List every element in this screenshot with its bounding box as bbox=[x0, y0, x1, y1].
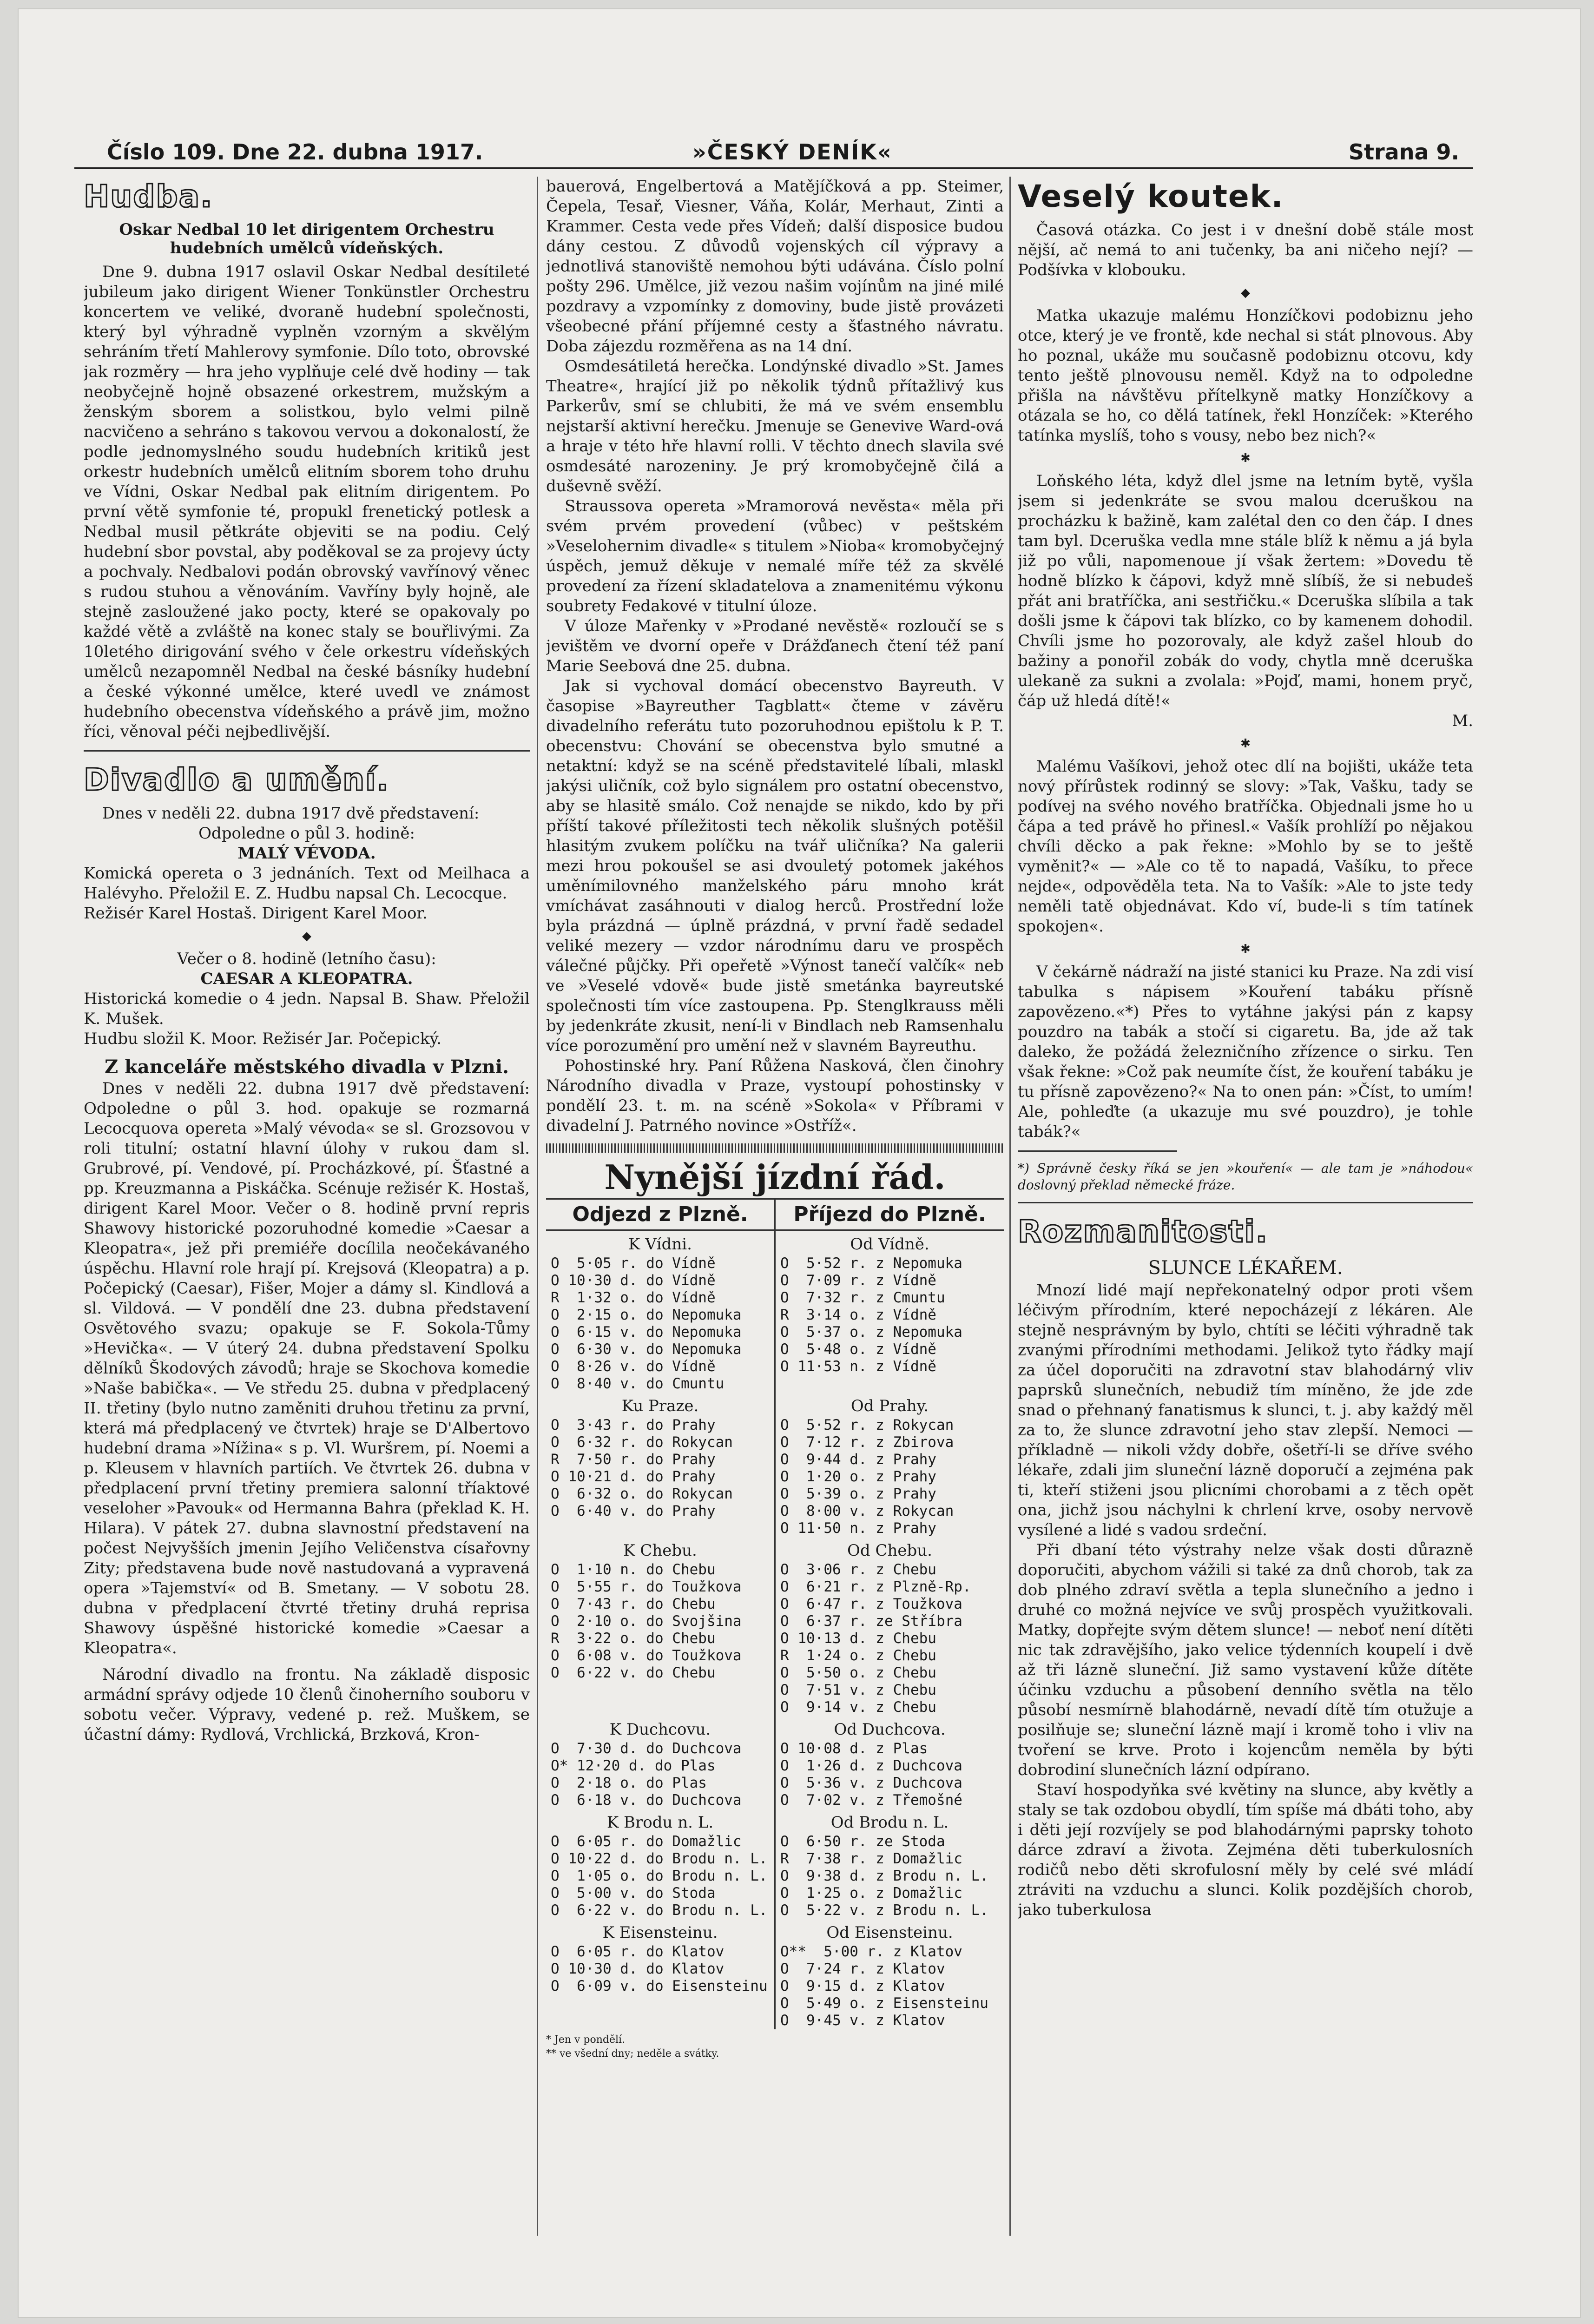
train-row: R 3·22 o. do Chebu bbox=[551, 1630, 716, 1647]
timetable-section bbox=[546, 1537, 1004, 1716]
timetable bbox=[546, 1231, 1004, 2029]
arrivals-column bbox=[776, 1716, 1004, 1809]
issue-date: Číslo 109. Dne 22. dubna 1917. bbox=[107, 139, 483, 165]
ornament: ✱ bbox=[1240, 737, 1251, 751]
ornament: ✱ bbox=[1240, 942, 1251, 956]
train-row: O 7·32 r. z Cmuntu bbox=[780, 1289, 945, 1306]
station-heading: K Chebu. bbox=[623, 1541, 697, 1560]
train-row: O 9·44 d. z Prahy bbox=[780, 1451, 936, 1468]
train-row: O 8·40 v. do Cmuntu bbox=[551, 1375, 725, 1392]
column-middle bbox=[546, 177, 1004, 2296]
train-row: O 6·09 v. do Eisensteinu bbox=[551, 1978, 768, 1994]
page-header bbox=[74, 135, 1473, 169]
arrivals-column bbox=[776, 1537, 1004, 1716]
train-row: R 1·24 o. z Chebu bbox=[780, 1647, 936, 1664]
train-row: O 1·25 o. z Domažlic bbox=[780, 1885, 962, 1901]
article-subhead: Oskar Nedbal 10 let dirigentem Orchestru hudebních umělců vídeňských. bbox=[119, 220, 494, 257]
train-row: O 6·32 r. do Rokycan bbox=[551, 1434, 733, 1451]
train-row: O 7·12 r. z Zbirova bbox=[780, 1434, 954, 1451]
departures-column bbox=[546, 1716, 776, 1809]
footnote: *) Správně česky říká se jen »kouření« — ale tam je »náhodou« doslovný překlad německé fráze. bbox=[1018, 1161, 1473, 1193]
article-text: Dnes v neděli 22. dubna 1917 dvě představení: Odpoledne o půl 3. hod. opakuje se rozmarná Lecocquova opereta »Malý vévoda« se sl. Grozsovou v roli titulní; ostatní hlavní úlohy v rukou dam sl. Grubrové, pí. Vendové, pí. Procházkové, pí. Šťastné a pp. Kreuzmanna a Piskáčka. Scénuje režisér K. Hostaš, dirigent Karel Moor. Večer o 8. hodině první repris Shawovy historické pozoruhodné komedie »Caesar a Kleopatra«, jež při premiéře docílila neočekávaného úspěchu. Hlavní role hrají pí. Krejsová (Kleopatra) a p. Počepický (Caesar), Fišer, Mojer a dámy sl. Kindlová a sl. Vildová. — V pondělí dne 23. dubna představení Osvětového svazu; opakuje se F. Sokola-Tůmy »Hevička«. — V úterý 24. dubna představení Spolku dělníků Škodových závodů; hraje se Skochova komedie »Naše babička«. — Ve středu 25. dubna v předplacený II. třetiny (bylo nutno zaměniti druhou třetinu za první, která má předplacený ve čtvrtek) hraje se D'Albertovo hudební drama »Nížina« s p. Vl. Wuršrem, pí. Noemi a p. Kleusem v hlavních partiích. Ve čtvrtek 26. dubna v předplacení první třetiny premiera salonní tříaktové veseloher »Pavouk« od Hermanna Bahra (překlad K. H. Hilara). V pátek 27. dubna slavnostní představení na počest Nejvyšších jmenin Jejího Veličenstva císařovny Zity; představena bude nově nastudovaná a vypravená opera »Tajemství« od B. Smetany. — V sobotu 28. dubna v předplacení čtvrté třetiny druhá reprisa Shawovy úspěšné historické komedie »Caesar a Kleopatra«. bbox=[84, 1079, 530, 1657]
train-row: O 6·22 v. do Brodu n. L. bbox=[551, 1902, 768, 1919]
train-row: O 7·51 v. z Chebu bbox=[780, 1682, 936, 1698]
train-row: O 10·22 d. do Brodu n. L. bbox=[551, 1850, 768, 1867]
train-row: O 8·00 v. z Rokycan bbox=[780, 1503, 954, 1519]
divider bbox=[1018, 1150, 1177, 1152]
article-text: Staví hospodyňka své květiny na slunce, aby květly a staly se tak ozdobou obydlí, tím spíše má dbáti toho, aby i děti její rozvíjely se pod blahodárnými paprsky tohoto dárce zdraví a života. Zejména děti tuberkulosních rodičů nebo děti skrofulosní měly by celé své mládí ztráviti na vzduchu a slunci. Kolik pozdějších chorob, jako tuberkulosa bbox=[1018, 1781, 1473, 1919]
train-row: O 5·55 r. do Toužkova bbox=[551, 1578, 742, 1595]
train-row: O 10·21 d. do Prahy bbox=[551, 1468, 716, 1485]
train-row: O 11·53 n. z Vídně bbox=[780, 1358, 936, 1375]
article-text: V úloze Mařenky v »Prodané nevěstě« rozloučí se s jevištěm ve dvorní opeře v Drážďanech čtení též paní Marie Seebová dne 25. dubna. bbox=[546, 617, 1004, 675]
article-text: Dne 9. dubna 1917 oslavil Oskar Nedbal desítileté jubileum jako dirigent Wiener Tonkünstler Orchestru koncertem ve veliké, dvoraně hudební společnosti, který byl výhradně vyplněn vzorným a skvělým sehráním třetí Mahlerovy symfonie. Dílo toto, obrovské jak rozměry — hra jeho vyplňuje celé dvě hodiny — tak neobyčejně hojně obsazené orkestrem, mužským a ženským sborem a solistkou, bylo velmi pilně nacvičeno a sehráno s takovou vervou a dokonalostí, že podle jednomyslného soudu hudebních kritiků jest orkestr hudebních umělců elitním sborem toho druhu ve Vídni, Oskar Nedbal pak elitním dirigentem. Po první větě symfonie té, propukl frenetický potlesk a Nedbal musil pětkráte objeviti se na podiu. Celý hudební sbor povstal, aby poděkoval se za projevy úcty a pochvaly. Nedbalovi podán obrovský vavřínový věnec s rudou stuhou a věnováním. Vavříny byly hojně, ale stejně zasloužené jako pocty, které se opakovaly po každé větě a zvláště na konec staly se bouřlivými. Za 10letého dirigování svého v čele orkestru vídeňských umělců nezapomněl Nedbal na české básníky hudební a české výkonné umělce, které uvedl ve známost hudebního obecenstva vídeňského a právě jim, možno říci, věnoval péči nejbedlivější. bbox=[84, 263, 530, 741]
timetable-title: Nynější jízdní řád. bbox=[604, 1157, 946, 1197]
train-row: O 10·30 d. do Vídně bbox=[551, 1272, 716, 1289]
station-heading: Od Vídně. bbox=[850, 1235, 929, 1254]
program-time: Odpoledne o půl 3. hodině: bbox=[198, 824, 415, 843]
train-row: O 5·39 o. z Prahy bbox=[780, 1486, 936, 1502]
station-heading: K Eisensteinu. bbox=[602, 1923, 718, 1942]
train-row: O 5·50 o. z Chebu bbox=[780, 1664, 936, 1681]
arrivals-column bbox=[776, 1919, 1004, 2029]
train-row: O 6·21 r. z Plzně-Rp. bbox=[780, 1578, 971, 1595]
section-title-divadlo: Divadlo a umění. bbox=[84, 762, 389, 798]
timetable-section bbox=[546, 1393, 1004, 1537]
train-row: O 3·43 r. do Prahy bbox=[551, 1417, 716, 1433]
train-row: O 1·20 o. z Prahy bbox=[780, 1468, 936, 1485]
train-row: O 7·43 r. do Chebu bbox=[551, 1596, 716, 1612]
article-text: Osmdesátiletá herečka. Londýnské divadlo »St. James Theatre«, hrající již po několik týdnů přítažlivý kus Parkerův, smí se chlubiti, že má ve svém ensemblu nejstarší aktivní herečku. Jmenuje se Genevive Ward-ová a hraje v této hře hlavní rolli. V těchto dnech slavila své osmdesáté narozeniny. Je prý kromobyčejně čilá a duševně svěží. bbox=[546, 357, 1004, 495]
article-text: Národní divadlo na frontu. Na základě disposic armádní správy odjede 10 členů činoherního souboru v sobotu večer. Výpravy, vedené p. rež. Muškem, se účastní dámy: Rydlová, Vrchlická, Brzková, Kron- bbox=[84, 1665, 530, 1744]
train-row: O 6·22 v. do Chebu bbox=[551, 1664, 716, 1681]
train-row: O 5·37 o. z Nepomuka bbox=[780, 1324, 962, 1340]
timetable-section bbox=[546, 1231, 1004, 1393]
divider bbox=[84, 750, 530, 752]
train-row: O 6·18 v. do Duchcova bbox=[551, 1792, 742, 1809]
station-heading: K Duchcovu. bbox=[609, 1720, 711, 1739]
page-number: Strana 9. bbox=[1348, 139, 1459, 165]
station-heading: K Vídni. bbox=[628, 1235, 692, 1254]
station-heading: Ku Praze. bbox=[621, 1397, 699, 1415]
timetable-note: * Jen v pondělí. bbox=[546, 2034, 626, 2046]
train-row: O 9·14 v. z Chebu bbox=[780, 1699, 936, 1716]
ornament: ◆ bbox=[1241, 286, 1250, 300]
train-row: O 2·15 o. do Nepomuka bbox=[551, 1307, 742, 1323]
show-title: MALÝ VÉVODA. bbox=[237, 844, 376, 863]
joke-text: Časová otázka. Co jest i v dnešní době stále most nější, ač nemá to ani tučenky, ba ani ničeho nejí? — Podšívka v klobouku. bbox=[1018, 221, 1473, 279]
train-row: O 1·26 d. z Duchcova bbox=[780, 1757, 962, 1774]
arrivals-header: Příjezd do Plzně. bbox=[793, 1202, 986, 1226]
train-row: O 10·13 d. z Chebu bbox=[780, 1630, 936, 1647]
article-heading: Z kanceláře městského divadla v Plzni. bbox=[104, 1056, 509, 1078]
timetable-notes bbox=[546, 2033, 1004, 2061]
train-row: O 5·22 v. z Brodu n. L. bbox=[780, 1902, 988, 1919]
departures-column bbox=[546, 1537, 776, 1716]
train-row: O 10·30 d. do Klatov bbox=[551, 1961, 725, 1977]
timetable-section bbox=[546, 1716, 1004, 1809]
joke-text: Malému Vašíkovi, jehož otec dlí na bojišti, ukáže teta nový přírůstek rodinný se slovy: »Tak, Vašku, tady se podívej na svého nového bratříčka. Objednali jsme ho u čápa a ted právě ho přinesl.« Vašík prohlíží po nějakou chvíli děcko a pak řekne: »Mohlo by se to ještě vyměnit?« — »Ale co tě to napadá, Vašíku, to přece nejde«, odpověděla teta. Na to Vašík: »Ale to jste tedy neměli tatě objednávat. Kdo ví, bude-li s tím tatínek spokojen«. bbox=[1018, 757, 1473, 936]
article-text: bauerová, Engelbertová a Matějíčková a pp. Steimer, Čepela, Tesař, Viesner, Váňa, Kolár, Merhaut, Zinti a Krammer. Cesta vede přes Vídeň; další disposice budou dány cestou. Z důvodů vojenských cíl výpravy a jednotlivá stanoviště nemohou býti udávána. Číslo polní pošty 296. Umělce, již vezou našim vojínům na jiné milé pozdravy a vzpomínky z domoviny, bude jistě provázeti všeobecné přání příjemné cesty a šťastného návratu. Doba zájezdu rozměřena as na 14 dní. bbox=[546, 177, 1004, 356]
departures-column bbox=[546, 1393, 776, 1537]
train-row: R 3·14 o. z Vídně bbox=[780, 1307, 936, 1323]
ornament: ◆ bbox=[302, 929, 311, 943]
timetable-headers bbox=[546, 1198, 1004, 1231]
station-heading: Od Eisensteinu. bbox=[826, 1923, 953, 1942]
article-heading: SLUNCE LÉKAŘEM. bbox=[1148, 1257, 1343, 1279]
show-description: Historická komedie o 4 jedn. Napsal B. Shaw. Přeložil K. Mušek. bbox=[84, 990, 530, 1028]
arrivals-column bbox=[776, 1809, 1004, 1919]
arrivals-column bbox=[776, 1393, 1004, 1537]
timetable-section bbox=[546, 1809, 1004, 1919]
train-row: O 11·50 n. z Prahy bbox=[780, 1520, 936, 1537]
train-row: R 1·32 o. do Vídně bbox=[551, 1289, 716, 1306]
train-row: O 5·52 r. z Rokycan bbox=[780, 1417, 954, 1433]
arrivals-column bbox=[776, 1231, 1004, 1393]
show-credits: Hudbu složil K. Moor. Režisér Jar. Počepický. bbox=[84, 1030, 442, 1048]
train-row: O 6·40 v. do Prahy bbox=[551, 1503, 716, 1519]
column-left bbox=[84, 177, 530, 2296]
station-heading: K Brodu n. L. bbox=[606, 1813, 714, 1832]
train-row: R 7·50 r. do Prahy bbox=[551, 1451, 716, 1468]
train-row: O 5·49 o. z Eisensteinu bbox=[780, 1995, 988, 2012]
train-row: O 2·10 o. do Svojšina bbox=[551, 1613, 742, 1630]
train-row: O 9·38 d. z Brodu n. L. bbox=[780, 1868, 988, 1884]
show-title: CAESAR A KLEOPATRA. bbox=[200, 970, 413, 988]
station-heading: Od Prahy. bbox=[850, 1397, 929, 1415]
train-row: O 5·36 v. z Duchcova bbox=[780, 1775, 962, 1791]
station-heading: Od Brodu n. L. bbox=[830, 1813, 949, 1832]
section-title-rozmanitosti: Rozmanitosti. bbox=[1018, 1214, 1268, 1249]
newspaper-page bbox=[19, 9, 1580, 2317]
departures-header: Odjezd z Plzně. bbox=[546, 1200, 776, 1229]
station-heading: Od Chebu. bbox=[847, 1541, 932, 1560]
departures-column bbox=[546, 1809, 776, 1919]
timetable-section bbox=[546, 1919, 1004, 2029]
program-time: Večer o 8. hodině (letního času): bbox=[177, 950, 436, 968]
train-row: O 5·05 r. do Vídně bbox=[551, 1255, 716, 1272]
train-row: O 8·26 v. do Vídně bbox=[551, 1358, 716, 1375]
train-row: O 6·50 r. ze Stoda bbox=[780, 1833, 945, 1850]
signature: M. bbox=[1452, 712, 1473, 730]
joke-text: V čekárně nádraží na jisté stanici ku Praze. Na zdi visí tabulka s nápisem »Kouření tabáku přísně zapovězeno.«*) Přes to vytáhne jakýsi pán z kapsy pouzdro na tabák a stočí si cigaretu. Ba, jde až tak daleko, že požádá železničního zřízence o sirku. Ten však řekne: »Což pak neumíte číst, že kouření tabáku je tu přísně zapovězeno?« Na to onen pán: »Číst, to umím! Ale, pohleďte (a ukazuje mu své pouzdro), je tohle tabák?« bbox=[1018, 963, 1473, 1141]
train-row: O 10·08 d. z Plas bbox=[780, 1740, 928, 1757]
train-row: O 7·02 v. z Třemošné bbox=[780, 1792, 962, 1809]
timetable-note: ** ve všední dny; neděle a svátky. bbox=[546, 2048, 719, 2060]
column-divider bbox=[537, 177, 538, 2236]
section-title-hudba: Hudba. bbox=[84, 178, 213, 214]
train-row: O 3·06 r. z Chebu bbox=[780, 1561, 936, 1578]
section-title-vesely: Veselý koutek. bbox=[1018, 178, 1284, 214]
program-intro: Dnes v neděli 22. dubna 1917 dvě představení: bbox=[102, 804, 480, 823]
train-row: O 9·45 v. z Klatov bbox=[780, 2012, 945, 2029]
station-heading: Od Duchcova. bbox=[834, 1720, 946, 1739]
train-row: O 5·48 o. z Vídně bbox=[780, 1341, 936, 1358]
ornament: ✱ bbox=[1240, 451, 1251, 465]
train-row: O 6·15 v. do Nepomuka bbox=[551, 1324, 742, 1340]
train-row: O 7·09 r. z Vídně bbox=[780, 1272, 936, 1289]
train-row: O 5·00 v. do Stoda bbox=[551, 1885, 716, 1901]
train-row: O 6·05 r. do Domažlic bbox=[551, 1833, 742, 1850]
train-row: O 6·30 v. do Nepomuka bbox=[551, 1341, 742, 1358]
train-row: O** 5·00 r. z Klatov bbox=[780, 1943, 962, 1960]
column-divider bbox=[1009, 177, 1011, 2236]
train-row: O 6·47 r. z Toužkova bbox=[780, 1596, 962, 1612]
train-row: O 1·10 n. do Chebu bbox=[551, 1561, 716, 1578]
joke-text: Loňského léta, když dlel jsme na letním bytě, vyšla jsem si jedenkráte se svou malou dceruškou na procházku k bažině, kam zalétal den co den čáp. I dnes tam byl. Dceruška vedla mne stále blíž k němu a já byla již po vůli, napomenoue jí však žertem: »Dovedu tě hodně blízko k čápovi, když mně slíbíš, že si nebudeš přát ani bratříčka, ani sestřičku.« Dceruška slíbila a tak došli jsme k čápovi tak blízko, co by kamenem dohodil. Chvíli jsme ho pozorovaly, ale když zašel hloub do bažiny a ponořil zobák do vody, chytla mně dceruška ulekaně za sukni a zvolala: »Pojď, mami, honem pryč, čáp už hledá dítě!« bbox=[1018, 472, 1473, 710]
article-text: Mnozí lidé mají nepřekonatelný odpor proti všem léčivým přírodním, které nepocházejí z lékáren. Ale stejně nesprávným by bylo, chtíti se léčiti výhradně tak zvanými přírodními methodami. Jelikož tyto řádky mají za účel doporučiti na zdravotní stav blahodárný vliv paprsků slunečních, nebudiž tím míněno, že jde zde snad o přehnaný fanatismus k slunci, t. j. aby každý měl za to, že slunce zdravotní jeho stav zlepší. Nemoci — příkladně — nikoli vždy dobře, ošetří-li se dříve svého lékaře, zdali jim sluneční lázně doporučí a zejména pak ti, kteří stiženi jsou plicními chorobami a z těch opět ona, jichž jsou náchylni k chrlení krve, osoby nervově vysílené a lidé s vadou srdeční. bbox=[1018, 1281, 1473, 1539]
masthead: »ČESKÝ DENÍK« bbox=[692, 139, 892, 165]
train-row: O 9·15 d. z Klatov bbox=[780, 1978, 945, 1994]
article-text: Straussova opereta »Mramorová nevěsta« měla při svém prvém provedení (vůbec) v peštském »Veselohernim divadle« s titulem »Nioba« kromobyčejný úspěch, jemuž děkuje v nemalé míře též za skvělé provedení za řízení skladatelova a znamenitému výkonu soubrety Fedakové v titulní úloze. bbox=[546, 497, 1004, 615]
train-row: O 7·24 r. z Klatov bbox=[780, 1961, 945, 1977]
train-row: O 5·52 r. z Nepomuka bbox=[780, 1255, 962, 1272]
article-text: Při dbaní této výstrahy nelze však dosti důrazně doporučiti, abychom vážili si také za dnů chorob, tak za dob plného zdraví světla a tepla slunečního a jedno i druhé co možná nejvíce ve svůj prospěch využitkovali. Matky, dopřejte svým dětem slunce! — neboť není dítěti nic tak zdravějšího, jako velice týdenních koupelí i dvě až tři lázně sluneční. Již samo vystavení kůže dítěte účinku vzduchu a působení denního světla na tělo působí nesmírně blahodárně, nevadí dítě tím otužuje a posilňuje se; sluneční lázně mají i kromě toho i vliv na tvoření se krve. Proto i kojencům neměla by býti dobrodiní slunečních lázní odpírano. bbox=[1018, 1541, 1473, 1779]
train-row: O 2·18 o. do Plas bbox=[551, 1775, 707, 1791]
joke-text: Matka ukazuje malému Honzíčkovi podobiznu jeho otce, který je ve frontě, kde nechal si stát plnovous. Aby ho poznal, ukáže mu současně podobiznu otcovu, kdy tento ještě plnovousu neměl. Když na to odpoledne přišla na návštěvu přítelkyně matky Honzíčkovy a otázala se ho, co dělá tatínek, řekl Honzíček: »Kterého tatínka myslíš, toho s vousy, nebo bez nich?« bbox=[1018, 306, 1473, 445]
show-credits: Režisér Karel Hostaš. Dirigent Karel Moor. bbox=[84, 904, 428, 923]
train-row: R 7·38 r. z Domažlic bbox=[780, 1850, 962, 1867]
train-row: O 7·30 d. do Duchcova bbox=[551, 1740, 742, 1757]
article-text: Jak si vychoval domácí obecenstvo Bayreuth. V časopise »Bayreuther Tagblatt« čteme v závěru divadelního referátu tuto pozoruhodnou epištolu k P. T. obecenstvu: Chování se obecenstva bylo smutné a netaktní: když se na scéně představitelé líbali, mlaskl jakýsi uličník, což bylo signálem pro ostatní obecenstvo, aby se hlasitě smálo. Což nenajde se nikdo, kdo by při příští takové příležitosti tech několik slušných potěšil hlasitým zvukem políčku na tvář uličníka? Na galerii mezi hrou pokoušel se asi dvouletý potomek jakéhos uměnímilovného manželského páru mnoho krát vmíchávat zasáhnouti v dialog herců. Prostřední lože byla prázdná — úplně prázdná, v první řadě sedadel veliké mezery — vzdor národnímu daru ve prospěch válečné půjčky. Při opeřetě »Výnost tanečí valčík« neb ve »Veselé vdově« bude jistě smetánka bayreutské společnosti tím více zastoupena. Pp. Stenglkrauss měli by jedenkráte zkusit, není-li v Bindlach neb Ramsenhalu více porozumění pro umění než v slavném Bayreuthu. bbox=[546, 677, 1004, 1055]
train-row: O 6·37 r. ze Stříbra bbox=[780, 1613, 962, 1630]
column-right bbox=[1018, 177, 1473, 2296]
train-row: O 6·05 r. do Klatov bbox=[551, 1943, 725, 1960]
show-description: Komická opereta o 3 jednáních. Text od Meilhaca a Halévyho. Přeložil E. Z. Hudbu napsal Ch. Lecocque. bbox=[84, 864, 530, 903]
divider bbox=[1018, 1202, 1473, 1203]
train-row: O 1·05 o. do Brodu n. L. bbox=[551, 1868, 768, 1884]
train-row: O 6·08 v. do Toužkova bbox=[551, 1647, 742, 1664]
train-row: O 6·32 o. do Rokycan bbox=[551, 1486, 733, 1502]
train-row: O* 12·20 d. do Plas bbox=[551, 1757, 716, 1774]
departures-column bbox=[546, 1919, 776, 2029]
article-text: Pohostinské hry. Paní Růžena Nasková, člen činohry Národního divadla v Praze, vystoupí pohostinsky v pondělí 23. t. m. na scéně »Sokola« v Příbrami v divadelní J. Patrného novince »Ostříž«. bbox=[546, 1056, 1004, 1135]
departures-column bbox=[546, 1231, 776, 1393]
decorative-band bbox=[546, 1143, 1004, 1153]
